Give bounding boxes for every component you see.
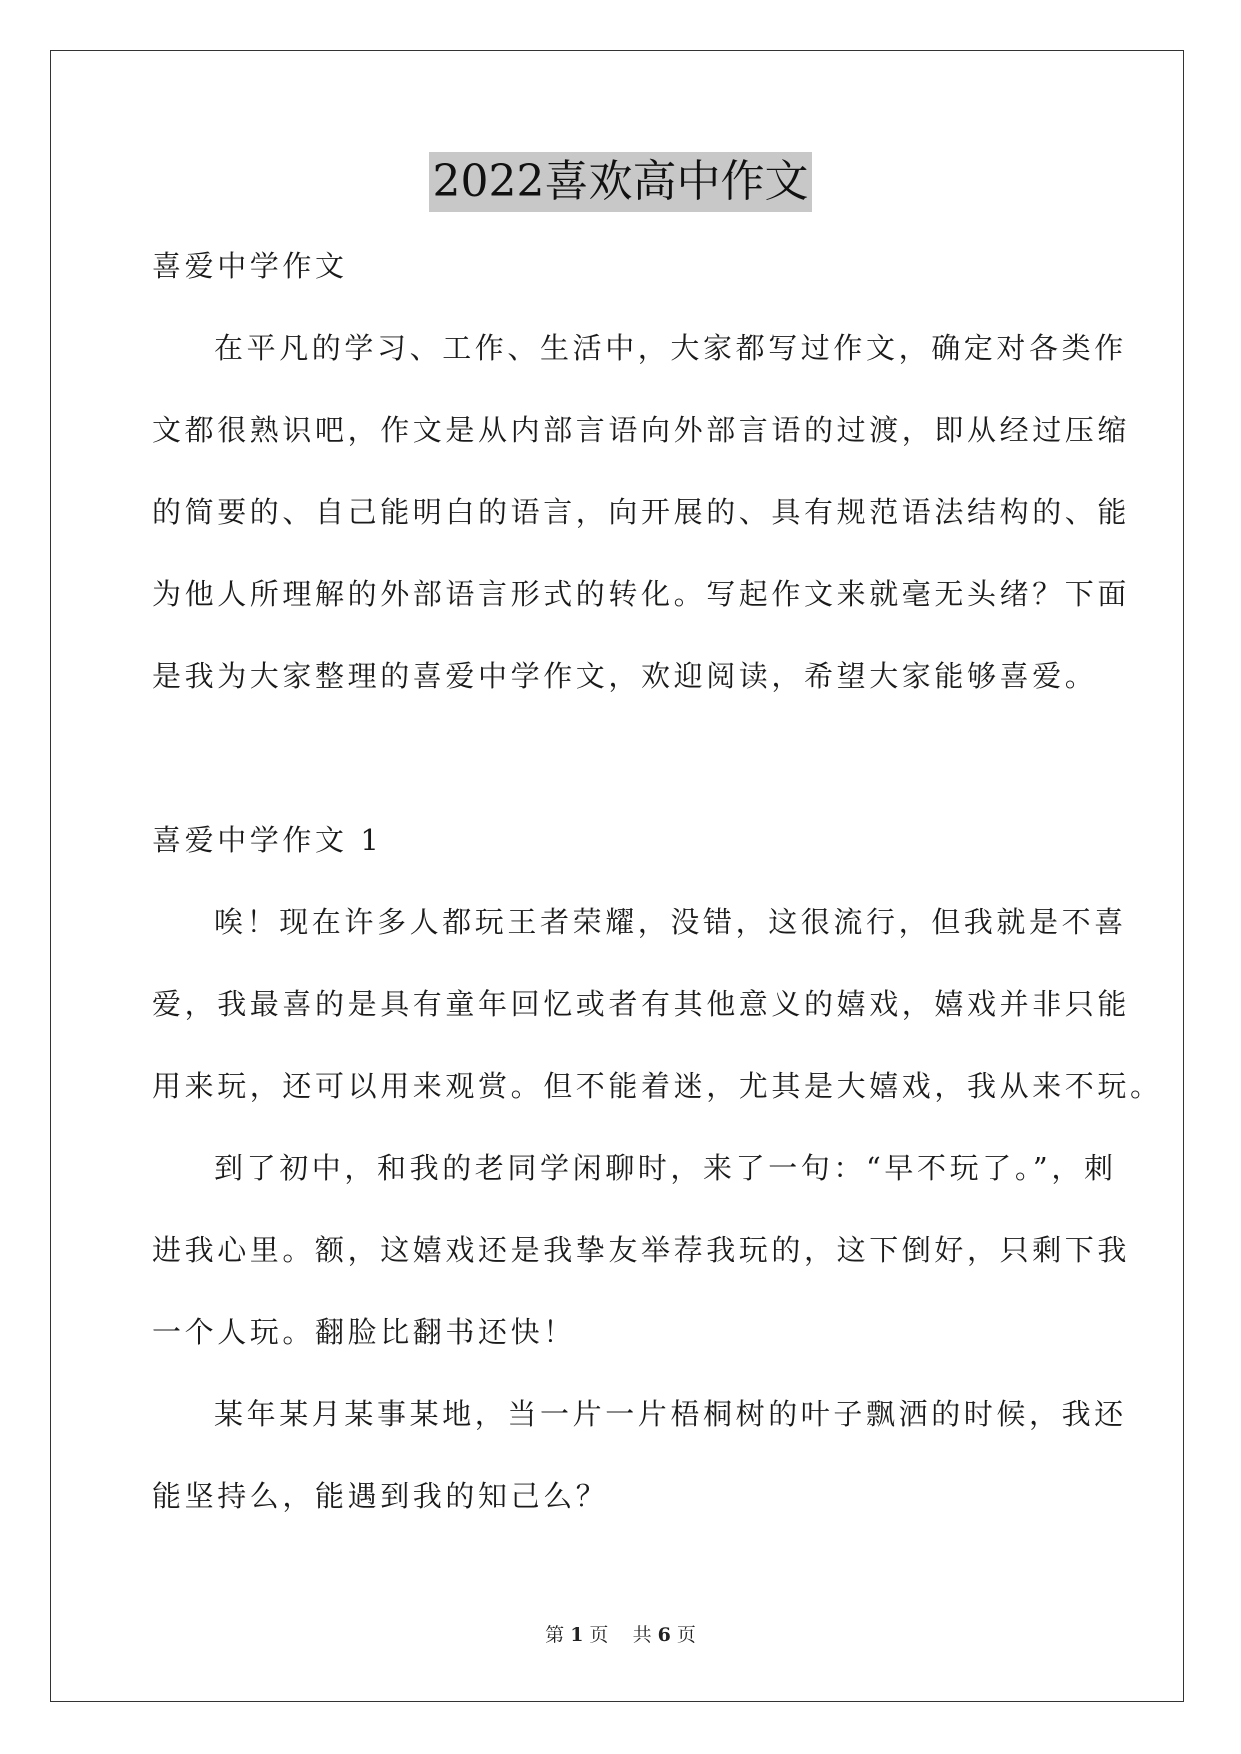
footer-page-label: 页	[589, 1624, 609, 1646]
document-body	[152, 225, 1163, 1537]
text-line: 进我心里。额，这嬉戏还是我挚友举荐我玩的，这下倒好，只剩下我	[152, 1233, 1131, 1267]
footer-prefix: 第	[545, 1624, 565, 1646]
text-line: 唉！现在许多人都玩王者荣耀，没错，这很流行，但我就是不喜	[214, 905, 1127, 939]
text-line: 是我为大家整理的喜爱中学作文，欢迎阅读，希望大家能够喜爱。	[152, 659, 1098, 693]
text-line: 到了初中，和我的老同学闲聊时，来了一句：“早不玩了。”，刺	[214, 1151, 1117, 1185]
text-line: 在平凡的学习、工作、生活中，大家都写过作文，确定对各类作	[214, 331, 1127, 365]
page-footer	[0, 1620, 1241, 1647]
text-line: 为他人所理解的外部语言形式的转化。写起作文来就毫无头绪？下面	[152, 577, 1131, 611]
text-line: 爱，我最喜的是具有童年回忆或者有其他意义的嬉戏，嬉戏并非只能	[152, 987, 1131, 1021]
footer-total-prefix: 共	[632, 1624, 652, 1646]
text-line: 用来玩，还可以用来观赏。但不能着迷，尤其是大嬉戏，我从来不玩。	[152, 1069, 1163, 1103]
footer-total-label: 页	[676, 1624, 696, 1646]
total-page-number: 6	[657, 1624, 671, 1646]
current-page-number: 1	[570, 1624, 584, 1646]
document-title: 2022喜欢高中作文	[429, 152, 813, 212]
text-line: 喜爱中学作文	[152, 249, 348, 283]
text-line: 一个人玩。翻脸比翻书还快！	[152, 1315, 576, 1349]
text-line: 喜爱中学作文 1	[152, 823, 383, 857]
text-line: 能坚持么，能遇到我的知己么？	[152, 1479, 609, 1513]
title-container	[0, 152, 1241, 212]
paragraph-gap	[152, 717, 1102, 799]
text-line: 某年某月某事某地，当一片一片梧桐树的叶子飘洒的时候，我还	[214, 1397, 1127, 1431]
text-line: 文都很熟识吧，作文是从内部言语向外部言语的过渡，即从经过压缩	[152, 413, 1131, 447]
text-line: 的简要的、自己能明白的语言，向开展的、具有规范语法结构的、能	[152, 495, 1131, 529]
